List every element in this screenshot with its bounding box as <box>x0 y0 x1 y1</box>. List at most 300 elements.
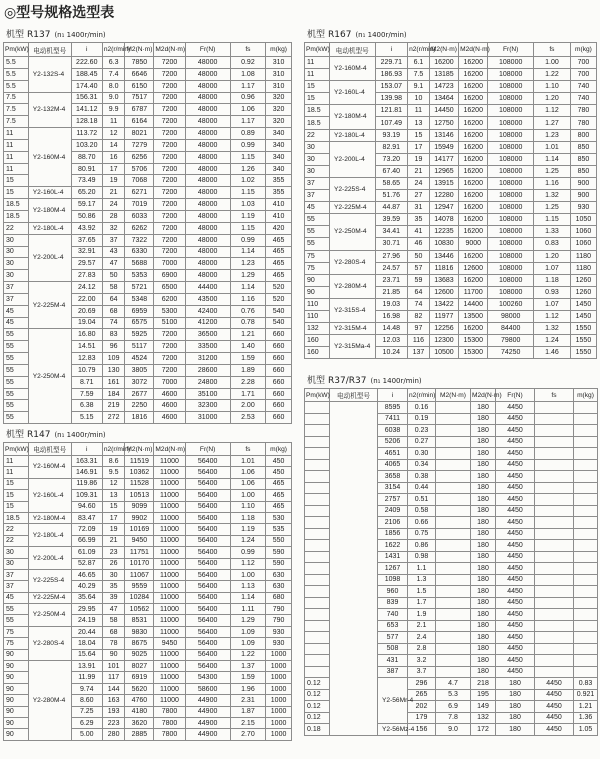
cell-fr: 56400 <box>185 535 230 546</box>
cell-fr: 56400 <box>185 547 230 558</box>
power-cell <box>305 632 330 644</box>
cell-fr: 4450 <box>535 701 574 713</box>
cell-fr: 44900 <box>185 706 230 717</box>
cell-m2: 6164 <box>125 116 154 128</box>
cell-n2: 0.98 <box>408 551 436 563</box>
motor-model-cell: Y2-315S-4 <box>329 298 375 322</box>
cell-i: 222.60 <box>71 57 102 69</box>
cell-fr: 100260 <box>488 298 534 310</box>
table-row <box>305 105 597 117</box>
cell-m2d: 11000 <box>154 615 185 626</box>
cell-m2: 11977 <box>429 310 458 322</box>
cell-m <box>574 586 598 598</box>
cell-m: 1000 <box>266 695 292 706</box>
cell-n2: 2.1 <box>408 620 436 632</box>
cell-m2 <box>436 540 471 552</box>
cell-fr: 33500 <box>185 341 230 353</box>
cell-m2d: 16200 <box>459 117 488 129</box>
cell-m2 <box>436 586 471 598</box>
cell-i: 16.80 <box>71 329 102 341</box>
cell-m2: 11528 <box>125 478 154 489</box>
cell-fr: 48000 <box>185 175 230 187</box>
cell-m2d: 7000 <box>154 258 185 270</box>
cell-i: 3154 <box>378 482 408 494</box>
cell-fr: 56400 <box>185 558 230 569</box>
cell-m2d: 180 <box>496 724 535 736</box>
motor-model-cell: Y2-200L-4 <box>28 547 71 570</box>
cell-fs: 1.18 <box>230 512 265 523</box>
cell-m: 1000 <box>266 661 292 672</box>
cell-m2: 5117 <box>125 341 154 353</box>
table-row <box>305 202 597 214</box>
power-cell: 0.18 <box>305 724 330 736</box>
cell-m2d: 5300 <box>154 305 185 317</box>
cell-i: 7411 <box>378 413 408 425</box>
cell-i: 265 <box>408 689 436 701</box>
cell-m: 1550 <box>570 347 596 359</box>
motor-model-cell: Y2-132S-4 <box>28 57 71 93</box>
cell-m2 <box>436 609 471 621</box>
motor-model-cell: Y2-315Ma-4 <box>329 335 375 359</box>
cell-m2: 12280 <box>429 190 458 202</box>
cell-fr: 56400 <box>185 524 230 535</box>
power-cell: 5.5 <box>4 68 29 80</box>
cell-n2: 15 <box>408 129 430 141</box>
cell-m2d: 7200 <box>154 246 185 258</box>
cell-m <box>574 551 598 563</box>
cell-m2d: 11000 <box>154 490 185 501</box>
cell-m2: 5620 <box>125 683 154 694</box>
power-cell: 0.12 <box>305 689 330 701</box>
cell-n2: 21 <box>102 535 125 546</box>
cell-m2d: 180 <box>471 632 496 644</box>
cell-m2d: 7800 <box>154 717 185 728</box>
cell-n2: 13 <box>102 490 125 501</box>
power-cell: 55 <box>305 214 330 226</box>
cell-fs: 1.14 <box>230 592 265 603</box>
cell-n2: 9.5 <box>102 467 125 478</box>
cell-m2: 218 <box>471 678 496 690</box>
cell-m2: 11067 <box>125 569 154 580</box>
cell-m2: 11519 <box>125 456 154 467</box>
cell-n2: 47 <box>102 604 125 615</box>
power-cell: 7.5 <box>4 104 29 116</box>
cell-m2: 1816 <box>125 412 154 424</box>
cell-m2: 9099 <box>125 501 154 512</box>
cell-fr: 4450 <box>496 620 535 632</box>
cell-i: 4065 <box>378 459 408 471</box>
table-row <box>305 298 597 310</box>
power-cell <box>305 494 330 506</box>
cell-fs: 1.06 <box>230 104 265 116</box>
cell-n2: 0.51 <box>408 494 436 506</box>
cell-m2d: 180 <box>471 540 496 552</box>
table-block-r37 <box>304 374 597 736</box>
cell-fr: 108000 <box>488 153 534 165</box>
cell-fs: 1.40 <box>230 341 265 353</box>
table-block-r167 <box>304 28 597 359</box>
motor-model-cell: Y2-56Mr-4 <box>378 678 408 724</box>
cell-fs: 1.46 <box>533 347 570 359</box>
cell-m: 660 <box>266 364 292 376</box>
cell-fr: 4450 <box>535 689 574 701</box>
cell-m: 465 <box>266 501 292 512</box>
cell-n2: 58 <box>102 615 125 626</box>
power-cell <box>305 563 330 575</box>
cell-m2: 6150 <box>125 80 154 92</box>
cell-n2: 12 <box>102 128 125 140</box>
cell-fr: 31200 <box>185 353 230 365</box>
cell-fs: 1.10 <box>230 501 265 512</box>
cell-m: 1000 <box>266 717 292 728</box>
cell-fs: 1.17 <box>230 116 265 128</box>
cell-m2d: 11000 <box>154 695 185 706</box>
cell-fs: 1.06 <box>230 478 265 489</box>
column-header: n2(r/min) <box>408 43 430 57</box>
table-row <box>305 129 597 141</box>
cell-fr: 4450 <box>496 609 535 621</box>
cell-m2: 16200 <box>429 57 458 69</box>
cell-m2: 6262 <box>125 222 154 234</box>
cell-n2: 59 <box>408 274 430 286</box>
cell-fs: 2.00 <box>230 400 265 412</box>
cell-m2d: 180 <box>471 517 496 529</box>
cell-n2: 58 <box>102 282 125 294</box>
power-cell: 30 <box>305 141 330 153</box>
cell-m2: 13683 <box>429 274 458 286</box>
cell-m <box>574 425 598 437</box>
cell-fr: 48000 <box>185 246 230 258</box>
cell-m2d: 180 <box>496 712 535 724</box>
cell-m2: 13146 <box>429 129 458 141</box>
cell-fs <box>535 609 574 621</box>
model-label: 机型 <box>307 30 326 40</box>
table-row <box>4 604 292 615</box>
cell-i: 5.00 <box>71 729 102 740</box>
cell-n2: 21 <box>408 165 430 177</box>
power-cell <box>305 425 330 437</box>
cell-fr: 108000 <box>488 286 534 298</box>
cell-fs: 0.96 <box>230 92 265 104</box>
cell-m2d: 11000 <box>154 456 185 467</box>
cell-fs: 1.37 <box>230 661 265 672</box>
cell-n2: 130 <box>102 364 125 376</box>
cell-m2d: 16200 <box>459 153 488 165</box>
cell-fs: 1.21 <box>574 701 598 713</box>
cell-m2d: 4600 <box>154 400 185 412</box>
model-label: 机型 <box>6 30 25 40</box>
cell-m: 320 <box>266 92 292 104</box>
cell-i: 5206 <box>378 436 408 448</box>
cell-n2: 6.1 <box>408 57 430 69</box>
cell-m2: 6787 <box>125 104 154 116</box>
cell-m2: 14177 <box>429 153 458 165</box>
table-row <box>4 661 292 672</box>
cell-i: 6038 <box>378 425 408 437</box>
power-cell <box>305 528 330 540</box>
power-cell: 110 <box>305 310 330 322</box>
cell-fs: 2.15 <box>230 717 265 728</box>
cell-n2: 9.0 <box>102 92 125 104</box>
cell-fs: 1.14 <box>230 282 265 294</box>
cell-i: 10.79 <box>71 364 102 376</box>
cell-m2d: 7200 <box>154 187 185 199</box>
cell-fs <box>535 436 574 448</box>
power-cell: 75 <box>305 250 330 262</box>
cell-m2: 12600 <box>429 286 458 298</box>
power-cell: 55 <box>4 615 29 626</box>
cell-i: 188.45 <box>71 68 102 80</box>
cell-m: 900 <box>570 177 596 189</box>
cell-fr: 36500 <box>185 329 230 341</box>
cell-fs: 1.01 <box>533 141 570 153</box>
cell-i: 431 <box>378 655 408 667</box>
cell-fs: 1.10 <box>533 81 570 93</box>
table-row <box>305 141 597 153</box>
cell-fr: 108000 <box>488 81 534 93</box>
cell-fr: 35100 <box>185 388 230 400</box>
cell-i: 14.48 <box>375 323 408 335</box>
cell-m2: 10500 <box>429 347 458 359</box>
motor-model-cell: Y2-225M-4 <box>28 282 71 329</box>
cell-fr: 4450 <box>496 574 535 586</box>
cell-m: 1000 <box>266 649 292 660</box>
cell-fr: 48000 <box>185 222 230 234</box>
cell-n2: 3.7 <box>408 666 436 678</box>
cell-n2: 17 <box>408 141 430 153</box>
cell-fs: 0.92 <box>230 57 265 69</box>
cell-m: 1550 <box>570 323 596 335</box>
cell-i: 163.31 <box>71 456 102 467</box>
power-cell <box>305 655 330 667</box>
cell-fr: 4450 <box>496 448 535 460</box>
column-header: 电动机型号 <box>329 43 375 57</box>
cell-fs: 2.31 <box>230 695 265 706</box>
cell-n2: 17 <box>102 163 125 175</box>
cell-fr: 4450 <box>496 643 535 655</box>
cell-m2: 5925 <box>125 329 154 341</box>
power-cell: 55 <box>4 412 29 424</box>
cell-m: 340 <box>266 139 292 151</box>
cell-m2d: 12600 <box>459 262 488 274</box>
cell-m2d: 9450 <box>154 638 185 649</box>
power-cell: 90 <box>4 683 29 694</box>
cell-m2d: 7200 <box>154 341 185 353</box>
cell-m2: 11751 <box>125 547 154 558</box>
cell-fr: 4450 <box>496 471 535 483</box>
cell-m2 <box>436 413 471 425</box>
cell-m: 1180 <box>570 250 596 262</box>
table-row <box>4 569 292 580</box>
column-header-row <box>4 43 292 57</box>
power-cell <box>305 620 330 632</box>
cell-fs: 1.16 <box>230 293 265 305</box>
cell-m2: 8027 <box>125 661 154 672</box>
cell-i: 58.65 <box>375 177 408 189</box>
cell-fs: 1.19 <box>230 210 265 222</box>
power-cell: 15 <box>305 93 330 105</box>
cell-i: 7.25 <box>71 706 102 717</box>
cell-m2: 12947 <box>429 202 458 214</box>
column-header: i <box>71 443 102 456</box>
cell-m: 450 <box>266 456 292 467</box>
cell-m2d: 16200 <box>459 274 488 286</box>
power-cell: 75 <box>4 638 29 649</box>
cell-m: 930 <box>266 638 292 649</box>
cell-m2d: 11000 <box>154 501 185 512</box>
cell-fs: 1.15 <box>230 222 265 234</box>
cell-n2: 64 <box>408 286 430 298</box>
cell-fr: 4450 <box>535 678 574 690</box>
cell-i: 59.17 <box>71 199 102 211</box>
cell-fs: 0.99 <box>230 234 265 246</box>
column-header: 电动机型号 <box>28 43 71 57</box>
cell-n2: 0.23 <box>408 425 436 437</box>
cell-fs: 0.921 <box>574 689 598 701</box>
cell-fr: 58600 <box>185 683 230 694</box>
cell-fr: 56400 <box>185 478 230 489</box>
cell-fr: 4450 <box>496 482 535 494</box>
cell-m <box>574 402 598 414</box>
cell-m2 <box>436 471 471 483</box>
cell-m: 520 <box>266 293 292 305</box>
cell-m2d: 180 <box>471 505 496 517</box>
cell-i: 109.31 <box>71 490 102 501</box>
cell-i: 113.72 <box>71 128 102 140</box>
cell-fs: 1.12 <box>533 310 570 322</box>
cell-m <box>574 413 598 425</box>
table-row <box>4 282 292 294</box>
power-cell: 90 <box>4 672 29 683</box>
model-name: R167 <box>328 30 352 40</box>
cell-m2d: 7200 <box>154 222 185 234</box>
cell-n2: 43 <box>102 246 125 258</box>
cell-m2d: 180 <box>471 563 496 575</box>
cell-fs <box>535 528 574 540</box>
cell-n2: 16 <box>102 151 125 163</box>
cell-i: 2409 <box>378 505 408 517</box>
cell-n2: 163 <box>102 695 125 706</box>
column-header: n2(r/min) <box>102 43 125 57</box>
cell-m: 930 <box>570 202 596 214</box>
cell-m: 660 <box>266 388 292 400</box>
cell-i: 24.12 <box>71 282 102 294</box>
cell-n2: 116 <box>408 335 430 347</box>
power-cell: 55 <box>4 604 29 615</box>
cell-m2d: 11000 <box>154 649 185 660</box>
cell-i: 21.85 <box>375 286 408 298</box>
power-cell: 55 <box>4 376 29 388</box>
cell-i: 12.83 <box>71 353 102 365</box>
cell-fs: 1.03 <box>230 199 265 211</box>
input-speed: (n₁ 1400r/min) <box>355 31 407 39</box>
cell-m: 550 <box>266 535 292 546</box>
cell-fr: 108000 <box>488 93 534 105</box>
cell-m2d: 11000 <box>154 683 185 694</box>
cell-fr: 108000 <box>488 202 534 214</box>
cell-m2d: 180 <box>471 425 496 437</box>
cell-fr: 4450 <box>496 655 535 667</box>
cell-i: 8.71 <box>71 376 102 388</box>
cell-fr: 108000 <box>488 105 534 117</box>
cell-m2d: 7200 <box>154 210 185 222</box>
cell-n2: 97 <box>408 323 430 335</box>
power-cell: 30 <box>4 234 29 246</box>
cell-m2d: 180 <box>496 678 535 690</box>
cell-i: 4651 <box>378 448 408 460</box>
cell-fs: 1.16 <box>533 177 570 189</box>
power-cell <box>305 551 330 563</box>
cell-fs: 0.83 <box>574 678 598 690</box>
cell-i: 20.69 <box>71 305 102 317</box>
cell-fr: 48000 <box>185 151 230 163</box>
cell-fs: 1.29 <box>230 270 265 282</box>
cell-fr: 108000 <box>488 117 534 129</box>
table-header-r167 <box>304 28 597 42</box>
cell-i: 44.87 <box>375 202 408 214</box>
cell-fs: 1.96 <box>230 683 265 694</box>
cell-m2 <box>436 632 471 644</box>
power-cell: 15 <box>4 490 29 501</box>
cell-fs <box>535 413 574 425</box>
power-cell <box>305 436 330 448</box>
cell-fs: 1.00 <box>230 569 265 580</box>
power-cell: 30 <box>4 246 29 258</box>
table-row <box>4 329 292 341</box>
cell-m2d: 6900 <box>154 270 185 282</box>
cell-n2: 35 <box>408 214 430 226</box>
cell-m2: 12235 <box>429 226 458 238</box>
cell-fr: 79800 <box>488 335 534 347</box>
cell-m2: 5721 <box>125 282 154 294</box>
cell-m2d: 11000 <box>154 661 185 672</box>
power-cell: 15 <box>4 175 29 187</box>
cell-fr: 108000 <box>488 226 534 238</box>
cell-n2: 7.4 <box>102 68 125 80</box>
cell-n2: 24 <box>102 199 125 211</box>
cell-fr: 108000 <box>488 262 534 274</box>
cell-n2: 74 <box>408 298 430 310</box>
power-cell <box>305 402 330 414</box>
cell-i: 66.99 <box>71 535 102 546</box>
column-header: Fr(N) <box>185 43 230 57</box>
cell-n2: 7.5 <box>408 69 430 81</box>
power-cell: 45 <box>4 592 29 603</box>
power-cell: 18.5 <box>4 210 29 222</box>
cell-fs: 1.00 <box>230 490 265 501</box>
cell-fs <box>535 586 574 598</box>
power-cell: 30 <box>305 153 330 165</box>
cell-m: 790 <box>266 615 292 626</box>
cell-i: 8595 <box>378 402 408 414</box>
motor-model-cell: Y2-225M-4 <box>28 592 71 603</box>
cell-m: 700 <box>570 69 596 81</box>
cell-i: 174.40 <box>71 80 102 92</box>
cell-m2d: 16200 <box>459 141 488 153</box>
cell-fs: 1.14 <box>533 153 570 165</box>
cell-fr: 4450 <box>496 540 535 552</box>
cell-fr: 74250 <box>488 347 534 359</box>
cell-m: 540 <box>266 305 292 317</box>
column-header: m(kg) <box>266 443 292 456</box>
cell-m <box>574 494 598 506</box>
cell-m: 630 <box>266 581 292 592</box>
cell-i: 29.95 <box>71 604 102 615</box>
cell-fs: 1.25 <box>533 202 570 214</box>
cell-i: 65.20 <box>71 187 102 199</box>
cell-n2: 0.19 <box>408 413 436 425</box>
cell-fr: 56400 <box>185 626 230 637</box>
